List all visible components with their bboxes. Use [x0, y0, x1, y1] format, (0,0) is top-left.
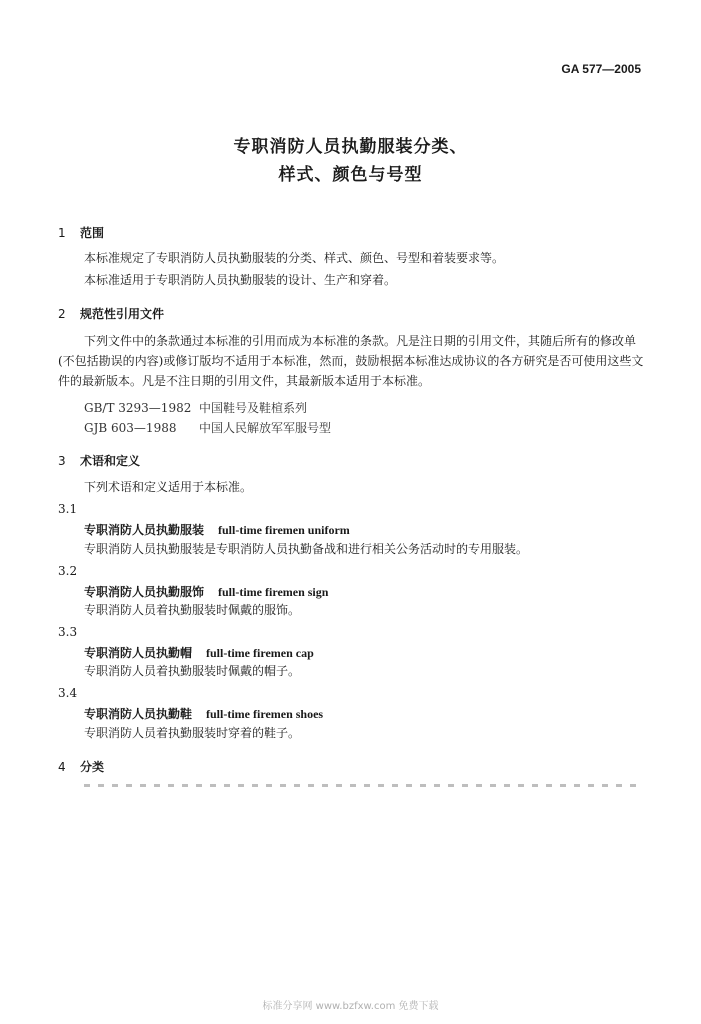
term-definition: 专职消防人员着执勤服装时佩戴的服饰。 [84, 603, 301, 617]
standard-code: GA 577—2005 [561, 62, 641, 76]
reference-code: GB/T 3293—1982 [84, 401, 192, 415]
term-english: full-time firemen sign [218, 585, 329, 599]
term-chinese: 专职消防人员执勤鞋 [84, 707, 193, 721]
section-4-heading [58, 758, 104, 775]
normative-reference [84, 419, 331, 436]
section-2-paragraph: 下列文件中的条款通过本标准的引用而成为本标准的条款。凡是注日期的引用文件，其随后所有的修改单(不包括勘误的内容)或修订版均不适用于本标准，然而，鼓励根据本标准达成协议的各方研究是否可使用这些文件的最新版本。凡是不注日期的引用文件，其最新版本适用于本标准。 [58, 334, 644, 388]
term-chinese: 专职消防人员执勤服装 [84, 523, 205, 537]
section-title: 规范性引用文件 [80, 307, 165, 321]
reference-title: 中国鞋号及鞋楦系列 [199, 401, 308, 415]
term-english: full-time firemen uniform [218, 523, 350, 537]
section-number: 2 [58, 307, 66, 321]
section-1-paragraph-1: 本标准规定了专职消防人员执勤服装的分类、样式、颜色、号型和着装要求等。 [84, 251, 505, 265]
term-english: full-time firemen shoes [206, 707, 324, 721]
term-heading [84, 705, 323, 722]
normative-reference [84, 399, 307, 416]
document-title-line-2: 样式、颜色与号型 [278, 165, 423, 185]
term-english: full-time firemen cap [206, 646, 314, 660]
reference-code: GJB 603—1988 [84, 421, 177, 435]
document-title-line-1: 专职消防人员执勤服装分类、 [233, 137, 468, 157]
section-number: 3 [58, 454, 66, 468]
section-1-heading [58, 224, 104, 241]
term-number: 3.3 [58, 625, 78, 639]
section-3-intro: 下列术语和定义适用于本标准。 [84, 480, 253, 494]
term-heading [84, 583, 328, 600]
section-title: 术语和定义 [80, 454, 141, 468]
watermark: 标准分享网 www.bzfxw.com 免费下载 [262, 1001, 439, 1012]
term-definition: 专职消防人员着执勤服装时佩戴的帽子。 [84, 664, 301, 678]
term-definition: 专职消防人员着执勤服装时穿着的鞋子。 [84, 726, 301, 740]
section-number: 1 [58, 226, 66, 240]
term-number: 3.4 [58, 686, 78, 700]
term-heading [84, 521, 350, 538]
term-chinese: 专职消防人员执勤服饰 [84, 585, 205, 599]
section-3-heading [58, 452, 140, 469]
term-heading [84, 644, 314, 661]
section-title: 分类 [80, 760, 105, 774]
reference-title: 中国人民解放军军服号型 [199, 421, 332, 435]
term-definition: 专职消防人员执勤服装是专职消防人员执勤备战和进行相关公务活动时的专用服装。 [84, 542, 529, 556]
term-number: 3.1 [58, 502, 78, 516]
cut-off-text-line [84, 780, 644, 788]
section-number: 4 [58, 760, 66, 774]
section-1-paragraph-2: 本标准适用于专职消防人员执勤服装的设计、生产和穿着。 [84, 273, 397, 287]
section-2-heading [58, 305, 164, 322]
term-number: 3.2 [58, 564, 78, 578]
term-chinese: 专职消防人员执勤帽 [84, 646, 193, 660]
section-title: 范围 [80, 226, 105, 240]
